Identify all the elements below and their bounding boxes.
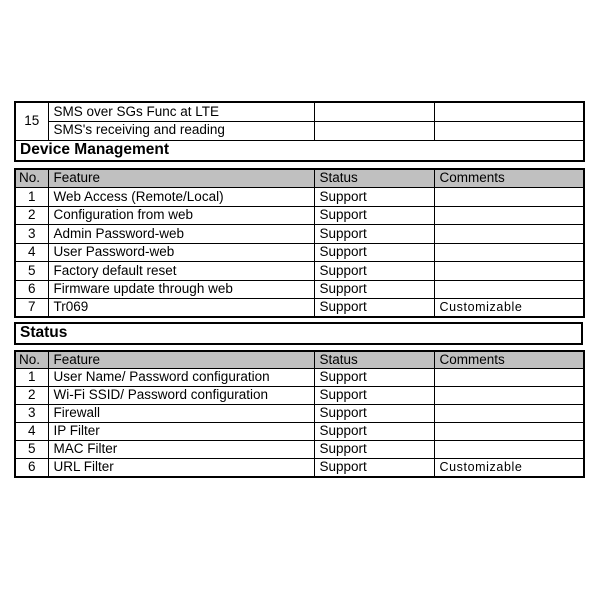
column-header-feature: Feature: [48, 169, 314, 188]
cell-no: 5: [15, 262, 48, 281]
table-row: [15, 206, 584, 225]
section-title-row: [15, 140, 584, 161]
table-row: [15, 405, 584, 423]
cell-comments: [434, 102, 584, 121]
column-header-no: No.: [15, 351, 48, 369]
table-row: [15, 387, 584, 405]
cell-no: 1: [15, 188, 48, 207]
table-row: [15, 262, 584, 281]
cell-feature: Firmware update through web: [48, 280, 314, 299]
cell-feature: Firewall: [48, 405, 314, 423]
cell-feature: Admin Password-web: [48, 225, 314, 244]
device-management-table: [14, 168, 585, 318]
cell-no: 4: [15, 423, 48, 441]
cell-feature: Web Access (Remote/Local): [48, 188, 314, 207]
cell-feature: User Password-web: [48, 243, 314, 262]
continuation-table: [14, 101, 585, 162]
status-title-table: [14, 322, 583, 345]
cell-no: 1: [15, 369, 48, 387]
table-row: [15, 188, 584, 207]
cell-comments: Customizable: [434, 299, 584, 318]
cell-no: 2: [15, 206, 48, 225]
cell-status: Support: [314, 243, 434, 262]
cell-no: 3: [15, 225, 48, 244]
cell-status: Support: [314, 387, 434, 405]
cell-no: 2: [15, 387, 48, 405]
column-header-comments: Comments: [434, 351, 584, 369]
column-header-status: Status: [314, 351, 434, 369]
cell-comments: [434, 188, 584, 207]
cell-comments: [434, 262, 584, 281]
cell-status: Support: [314, 188, 434, 207]
cell-comments: [434, 441, 584, 459]
section-title-status: Status: [15, 323, 582, 344]
cell-row-number: 15: [15, 102, 48, 140]
cell-feature: Configuration from web: [48, 206, 314, 225]
cell-comments: [434, 280, 584, 299]
cell-no: 3: [15, 405, 48, 423]
table-header-row: [15, 351, 584, 369]
cell-status: [314, 121, 434, 140]
cell-comments: [434, 206, 584, 225]
section-title-row: [15, 323, 582, 344]
table-row: [15, 369, 584, 387]
table-row: [15, 299, 584, 318]
table-row: [15, 225, 584, 244]
cell-no: 5: [15, 441, 48, 459]
cell-status: Support: [314, 369, 434, 387]
cell-status: Support: [314, 459, 434, 477]
cell-status: Support: [314, 441, 434, 459]
cell-comments: [434, 423, 584, 441]
cell-feature: MAC Filter: [48, 441, 314, 459]
cell-feature: Tr069: [48, 299, 314, 318]
cell-feature: SMS's receiving and reading: [48, 121, 314, 140]
cell-status: Support: [314, 299, 434, 318]
cell-no: 6: [15, 459, 48, 477]
column-header-no: No.: [15, 169, 48, 188]
table-row: [15, 423, 584, 441]
column-header-comments: Comments: [434, 169, 584, 188]
cell-status: Support: [314, 405, 434, 423]
cell-no: 6: [15, 280, 48, 299]
cell-status: Support: [314, 225, 434, 244]
table-row: [15, 102, 584, 121]
cell-status: Support: [314, 262, 434, 281]
column-header-feature: Feature: [48, 351, 314, 369]
cell-status: Support: [314, 423, 434, 441]
cell-feature: URL Filter: [48, 459, 314, 477]
table-row: [15, 280, 584, 299]
cell-comments: [434, 225, 584, 244]
feature-spec-document: [14, 101, 585, 478]
column-header-status: Status: [314, 169, 434, 188]
table-row: [15, 459, 584, 477]
cell-comments: [434, 405, 584, 423]
cell-status: Support: [314, 280, 434, 299]
cell-feature: IP Filter: [48, 423, 314, 441]
status-table: [14, 350, 585, 478]
cell-no: 7: [15, 299, 48, 318]
cell-feature: SMS over SGs Func at LTE: [48, 102, 314, 121]
table-row: [15, 243, 584, 262]
cell-status: [314, 102, 434, 121]
cell-comments: [434, 369, 584, 387]
cell-comments: Customizable: [434, 459, 584, 477]
cell-comments: [434, 121, 584, 140]
cell-feature: Wi-Fi SSID/ Password configuration: [48, 387, 314, 405]
cell-status: Support: [314, 206, 434, 225]
cell-comments: [434, 243, 584, 262]
cell-no: 4: [15, 243, 48, 262]
table-row: [15, 441, 584, 459]
cell-feature: Factory default reset: [48, 262, 314, 281]
section-title-device-management: Device Management: [15, 140, 584, 161]
cell-feature: User Name/ Password configuration: [48, 369, 314, 387]
table-row: [15, 121, 584, 140]
cell-comments: [434, 387, 584, 405]
table-header-row: [15, 169, 584, 188]
